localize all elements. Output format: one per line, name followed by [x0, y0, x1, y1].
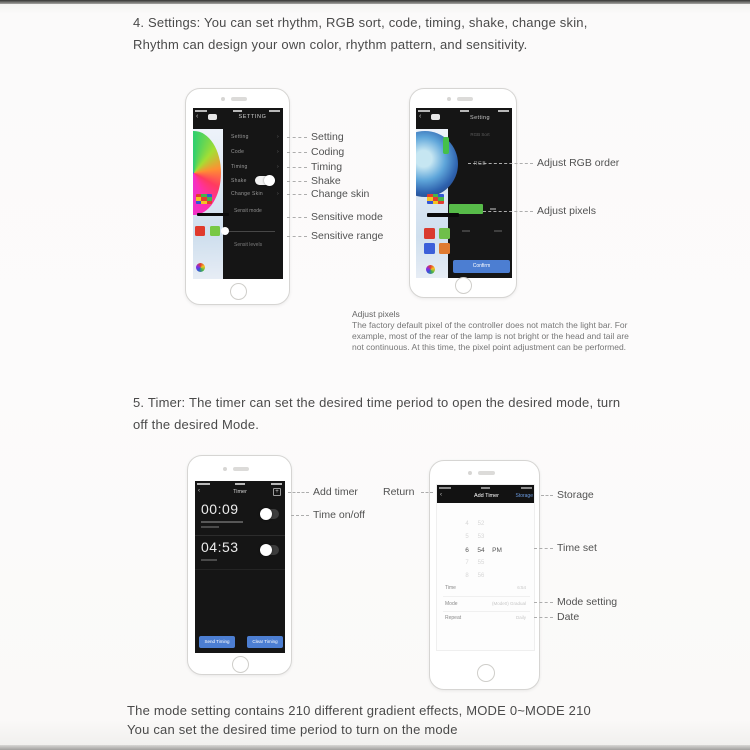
shake-toggle	[255, 176, 273, 185]
picker-selected-row: 6 54 PM	[465, 547, 502, 554]
annotation-change-skin: Change skin	[311, 188, 370, 200]
add-timer-phone	[429, 460, 540, 690]
mode-field-label: Mode	[445, 601, 458, 607]
rgb-stripes-icon	[196, 194, 212, 204]
back-icon: ‹	[440, 492, 442, 498]
annotation-shake: Shake	[311, 175, 341, 187]
rgb-stripes-icon	[427, 194, 444, 204]
camera-dot	[468, 471, 472, 475]
settings-phone	[185, 88, 290, 305]
timer1-time: 00:09	[201, 501, 239, 517]
chevron-right-icon: ›	[277, 164, 279, 170]
add-timer-screen	[436, 484, 535, 651]
confirm-button: Confirm	[453, 260, 510, 273]
annotation-time-set: Time set	[557, 542, 597, 554]
repeat-field-label: Repeat	[445, 615, 462, 621]
adjust-pixels-note-line2: example, most of the rear of the lamp is not bright or the head and tail are	[352, 331, 629, 341]
home-button	[230, 283, 247, 300]
green-square	[210, 226, 220, 236]
picker-row: 8 56	[465, 573, 485, 579]
annotation-line	[534, 617, 553, 618]
annotation-adjust-pixels: Adjust pixels	[537, 205, 596, 217]
adjust-pixels-note-title: Adjust pixels	[352, 309, 400, 319]
timer-screen	[195, 481, 285, 653]
menu-item-change-skin: Change Skin	[231, 191, 263, 197]
annotation-date: Date	[557, 611, 580, 623]
timer2-time: 04:53	[201, 539, 239, 555]
adjust-pixels-note-line1: The factory default pixel of the controller does not match the light bar. For	[352, 320, 628, 330]
repeat-field-value: Daily	[515, 615, 526, 620]
camera-dot	[447, 97, 451, 101]
red-square	[424, 228, 435, 239]
toggle-knob	[264, 175, 275, 186]
section5-text-line2: off the desired Mode.	[133, 417, 260, 432]
timer1-toggle	[261, 509, 279, 519]
annotation-storage: Storage	[557, 489, 594, 501]
back-icon: ‹	[198, 488, 200, 494]
annotation-line	[421, 492, 433, 493]
time-field-label: Time	[445, 585, 456, 591]
annotation-line	[287, 152, 307, 153]
menu-item-timing: Timing	[231, 164, 248, 170]
sensitive-mode-label: Sensit mode	[234, 208, 262, 214]
section5-text-line1: 5. Timer: The timer can set the desired time period to open the desired mode, turn	[133, 395, 621, 410]
clear-timing-button: Clear Timing	[247, 636, 283, 648]
rainbow-mini-icon	[426, 265, 435, 274]
header-pill	[208, 114, 217, 120]
chevron-right-icon: ›	[277, 149, 279, 155]
rgb-order-label: RGB	[473, 161, 487, 167]
annotation-mode-setting: Mode setting	[557, 596, 618, 608]
picker-row: 5 53	[465, 534, 485, 540]
pixels-value-mark	[490, 208, 496, 210]
rgb-screen-title: Setting	[470, 115, 490, 121]
home-button	[232, 656, 249, 673]
annotation-line	[291, 515, 309, 516]
menu-item-shake: Shake	[231, 178, 247, 184]
back-icon: ‹	[196, 113, 199, 120]
annotation-return: Return	[383, 486, 415, 498]
timer-phone	[187, 455, 292, 675]
speaker-slot	[478, 471, 495, 475]
chevron-right-icon: ›	[277, 134, 279, 140]
annotation-line	[287, 194, 307, 195]
footer-text-line1: The mode setting contains 210 different gradient effects, MODE 0~MODE 210	[127, 703, 591, 718]
settings-screen	[193, 108, 283, 279]
add-timer-icon: +	[273, 488, 281, 496]
speaker-slot	[457, 97, 473, 101]
back-icon: ‹	[419, 113, 422, 120]
annotation-line	[468, 163, 533, 164]
annotation-line	[483, 211, 533, 212]
footer-text-line2: You can set the desired time period to turn on the mode	[127, 722, 458, 737]
annotation-line	[287, 181, 307, 182]
green-square	[439, 228, 450, 239]
divider	[195, 535, 285, 536]
menu-item-code: Code	[231, 149, 245, 155]
toggle-knob	[260, 508, 272, 520]
rgb-phone	[409, 88, 517, 298]
annotation-timing: Timing	[311, 161, 343, 173]
annotation-adjust-rgb-order: Adjust RGB order	[537, 157, 620, 169]
picker-row: 4 52	[465, 521, 485, 527]
red-square	[195, 226, 205, 236]
blue-square	[424, 243, 435, 254]
add-timer-title: Add Timer	[473, 493, 500, 499]
divider	[195, 569, 285, 570]
send-timing-button: Send Timing	[199, 636, 235, 648]
sensitive-range-label: Sensit levels	[234, 242, 263, 248]
annotation-coding: Coding	[311, 146, 345, 158]
annotation-line	[287, 217, 307, 218]
mode-field-value: (Mode0) Gradual	[491, 601, 526, 606]
timer2-toggle	[261, 545, 279, 555]
annotation-line	[287, 137, 307, 138]
sensitive-range-knob	[221, 227, 229, 235]
toggle-knob	[260, 544, 272, 556]
annotation-line	[288, 492, 309, 493]
photo-top-edge	[0, 0, 750, 4]
photo-bottom-edge	[0, 745, 750, 750]
annotation-time-on-off: Time on/off	[313, 509, 365, 521]
home-button	[455, 277, 472, 294]
home-button	[477, 664, 495, 682]
annotation-sensitive-mode: Sensitive mode	[311, 211, 383, 223]
camera-dot	[221, 97, 225, 101]
annotation-setting: Setting	[311, 131, 344, 143]
adjust-pixels-note-line3: not continuous. At this time, the pixel point adjustment can be performed.	[352, 342, 627, 352]
black-bar	[427, 213, 459, 217]
speaker-slot	[231, 97, 247, 101]
annotation-line	[541, 495, 553, 496]
rainbow-mini-icon	[196, 263, 205, 272]
orange-square	[439, 243, 450, 254]
annotation-sensitive-range: Sensitive range	[311, 230, 384, 242]
timer-screen-title: Timer	[233, 489, 247, 495]
annotation-add-timer: Add timer	[313, 486, 358, 498]
annotation-line	[287, 167, 307, 168]
settings-screen-title: SETTING	[238, 114, 267, 120]
annotation-line	[534, 548, 553, 549]
rgb-screen	[416, 108, 512, 278]
camera-dot	[223, 467, 227, 471]
sensitive-range-track	[227, 231, 275, 232]
speaker-slot	[233, 467, 249, 471]
green-segment	[443, 137, 449, 154]
sensitive-mode-bar	[197, 213, 229, 216]
section4-text-line2: Rhythm can design your own color, rhythm pattern, and sensitivity.	[133, 37, 528, 52]
rgb-screen-subtitle: RGB Sort	[470, 132, 490, 137]
header-pill	[431, 114, 440, 120]
annotation-line	[534, 602, 553, 603]
section4-text-line1: 4. Settings: You can set rhythm, RGB sort, code, timing, shake, change skin,	[133, 15, 588, 30]
storage-button: Storage	[515, 493, 533, 499]
chevron-right-icon: ›	[277, 191, 279, 197]
time-field-value: 6:54	[517, 585, 526, 590]
annotation-line	[287, 236, 307, 237]
add-timer-header	[437, 485, 535, 503]
picker-row: 7 55	[465, 560, 485, 566]
menu-item-setting: Setting	[231, 134, 249, 140]
